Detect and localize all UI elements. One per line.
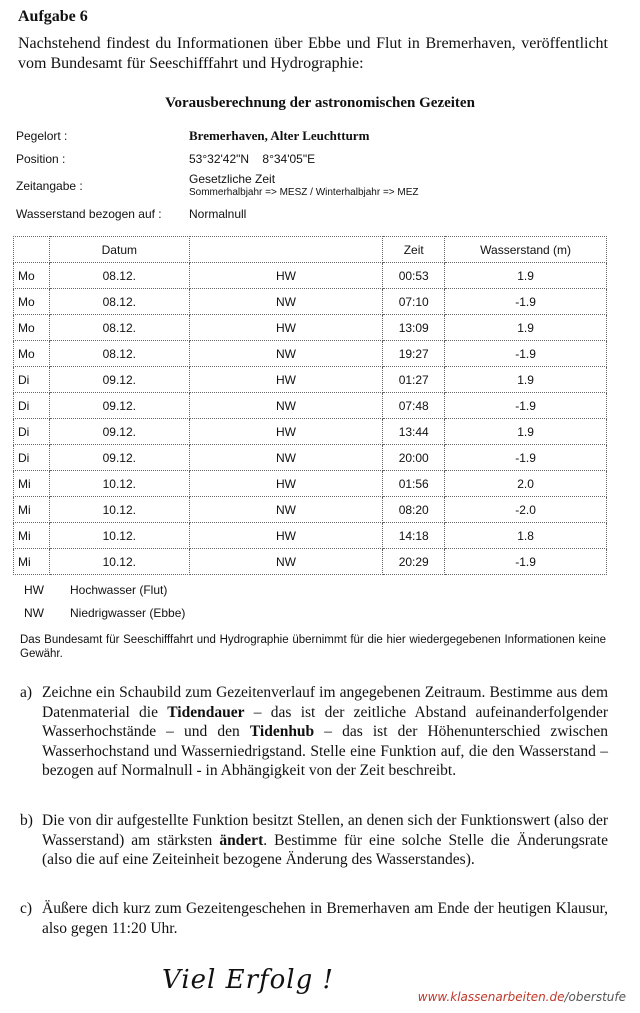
cell-type: HW: [189, 523, 383, 549]
task-b: [20, 811, 608, 870]
cell-level: 1.9: [445, 419, 607, 445]
source-link[interactable]: [418, 990, 626, 1004]
position-value: 53°32'42"N 8°34'05"E: [189, 152, 316, 166]
cell-time: 07:10: [383, 289, 445, 315]
cell-time: 01:27: [383, 367, 445, 393]
cell-type: NW: [189, 289, 383, 315]
cell-date: 08.12.: [49, 263, 189, 289]
source-path[interactable]: /oberstufe: [564, 990, 626, 1004]
table-row: [14, 263, 607, 289]
cell-type: HW: [189, 367, 383, 393]
table-row: [14, 341, 607, 367]
cell-type: HW: [189, 315, 383, 341]
task-text: – das ist der Höhenunterschied zwischen Wasserhochstand und Wasserniedrigstand. Stelle eine Funktion auf, die den Wasserstand – bezogen auf Normalnull - in Abhängigkeit von der Zeit beschreibt.: [42, 723, 608, 779]
cell-day: Di: [14, 419, 50, 445]
cell-time: 08:20: [383, 497, 445, 523]
cell-date: 08.12.: [49, 341, 189, 367]
cell-time: 20:29: [383, 549, 445, 575]
cell-date: 08.12.: [49, 315, 189, 341]
cell-time: 14:18: [383, 523, 445, 549]
cell-date: 08.12.: [49, 289, 189, 315]
cell-type: NW: [189, 341, 383, 367]
cell-time: 13:09: [383, 315, 445, 341]
cell-day: Di: [14, 393, 50, 419]
cell-time: 13:44: [383, 419, 445, 445]
task-letter: a): [20, 684, 33, 701]
cell-date: 09.12.: [49, 419, 189, 445]
task-text: . Bestimme für eine solche Stelle die Änderungsrate (also die auf eine Zeiteinheit bezogene Änderung des Wasserstandes).: [42, 831, 608, 868]
pegelort-value: Bremerhaven, Alter Leuchtturm: [189, 128, 370, 143]
cell-level: 1.9: [445, 367, 607, 393]
task-a: [20, 683, 608, 781]
signoff-handwritten: Viel Erfolg !: [162, 965, 334, 995]
cell-type: NW: [189, 497, 383, 523]
task-text: – das ist der zeitliche Abstand aufeinanderfolgender Wasserhochstände – und den: [42, 703, 608, 740]
table-row: [14, 289, 607, 315]
zeitangabe-note: Sommerhalbjahr => MESZ / Winterhalbjahr => MEZ: [189, 187, 419, 198]
source-domain[interactable]: www.klassenarbeiten.de: [417, 990, 565, 1004]
cell-level: -1.9: [445, 341, 607, 367]
header-wasserstand: Wasserstand (m): [445, 237, 607, 263]
cell-day: Mi: [14, 549, 50, 575]
table-header-row: [14, 237, 607, 263]
position-label: Position :: [16, 152, 66, 166]
table-row: [14, 419, 607, 445]
cell-time: 07:48: [383, 393, 445, 419]
term-tidendauer: Tidendauer: [167, 703, 245, 721]
task-letter: b): [20, 812, 33, 829]
cell-date: 10.12.: [49, 497, 189, 523]
task-text: Die von dir aufgestellte Funktion besitzt Stellen, an denen sich der Funktionswert (also der Wasserstand) am stärksten: [42, 812, 608, 849]
cell-day: Mo: [14, 341, 50, 367]
cell-day: Mo: [14, 315, 50, 341]
term-aendert: ändert: [219, 831, 264, 849]
cell-time: 01:56: [383, 471, 445, 497]
wasserstand-label: Wasserstand bezogen auf :: [16, 207, 162, 221]
table-row: [14, 549, 607, 575]
task-c-text: [42, 899, 608, 938]
zeitangabe-label: Zeitangabe :: [16, 179, 83, 193]
task-text: Zeichne ein Schaubild zum Gezeitenverlauf im angegebenen Zeitraum. Bestimme aus dem Datenmaterial die: [42, 684, 608, 721]
tide-table-body: [14, 263, 607, 575]
cell-level: -1.9: [445, 393, 607, 419]
cell-date: 09.12.: [49, 367, 189, 393]
cell-level: -1.9: [445, 549, 607, 575]
intro-text: Nachstehend findest du Informationen über Ebbe und Flut in Bremerhaven, veröffentlicht vom Bundesamt für Seeschifffahrt und Hydrographie:: [18, 35, 608, 72]
legend-abbr: HW: [24, 583, 44, 597]
table-row: [14, 367, 607, 393]
cell-day: Di: [14, 445, 50, 471]
table-row: [14, 445, 607, 471]
cell-day: Mi: [14, 523, 50, 549]
cell-date: 10.12.: [49, 471, 189, 497]
cell-type: NW: [189, 549, 383, 575]
pegelort-label: Pegelort :: [16, 129, 68, 143]
cell-date: 10.12.: [49, 549, 189, 575]
table-row: [14, 497, 607, 523]
legend-abbr: NW: [24, 606, 44, 620]
task-b-text: [42, 811, 608, 870]
term-tidenhub: Tidenhub: [249, 723, 315, 740]
table-row: [14, 523, 607, 549]
cell-type: HW: [189, 471, 383, 497]
cell-type: HW: [189, 263, 383, 289]
cell-level: 1.9: [445, 263, 607, 289]
legend-desc: Hochwasser (Flut): [70, 583, 168, 597]
table-row: [14, 393, 607, 419]
task-a-text: [42, 683, 608, 781]
task-letter: c): [20, 900, 33, 917]
cell-date: 10.12.: [49, 523, 189, 549]
cell-type: NW: [189, 393, 383, 419]
cell-level: 1.8: [445, 523, 607, 549]
cell-level: 2.0: [445, 471, 607, 497]
cell-level: -1.9: [445, 445, 607, 471]
cell-day: Mi: [14, 471, 50, 497]
cell-date: 09.12.: [49, 445, 189, 471]
cell-day: Di: [14, 367, 50, 393]
zeitangabe-value: Gesetzliche Zeit: [189, 172, 276, 186]
wasserstand-value: Normalnull: [189, 207, 247, 221]
table-row: [14, 315, 607, 341]
header-datum: Datum: [49, 237, 189, 263]
cell-day: Mo: [14, 263, 50, 289]
cell-level: -2.0: [445, 497, 607, 523]
cell-level: 1.9: [445, 315, 607, 341]
table-row: [14, 471, 607, 497]
task-text: Äußere dich kurz zum Gezeitengeschehen in Bremerhaven am Ende der heutigen Klausur, also gegen 11:20 Uhr.: [42, 900, 608, 937]
legend-desc: Niedrigwasser (Ebbe): [70, 606, 186, 620]
cell-type: HW: [189, 419, 383, 445]
cell-date: 09.12.: [49, 393, 189, 419]
task-heading: Aufgabe 6: [18, 8, 88, 25]
task-c: [20, 899, 608, 938]
cell-time: 00:53: [383, 263, 445, 289]
header-day: [14, 237, 50, 263]
tide-table: [13, 236, 607, 575]
cell-time: 19:27: [383, 341, 445, 367]
header-zeit: Zeit: [383, 237, 445, 263]
cell-level: -1.9: [445, 289, 607, 315]
disclaimer: Das Bundesamt für Seeschifffahrt und Hydrographie übernimmt für die hier wiedergegebenen Informationen keine Gewähr.: [20, 634, 606, 660]
cell-type: NW: [189, 445, 383, 471]
cell-day: Mo: [14, 289, 50, 315]
tide-table-title: Vorausberechnung der astronomischen Gezeiten: [165, 95, 475, 111]
header-type: [189, 237, 383, 263]
cell-day: Mi: [14, 497, 50, 523]
cell-time: 20:00: [383, 445, 445, 471]
